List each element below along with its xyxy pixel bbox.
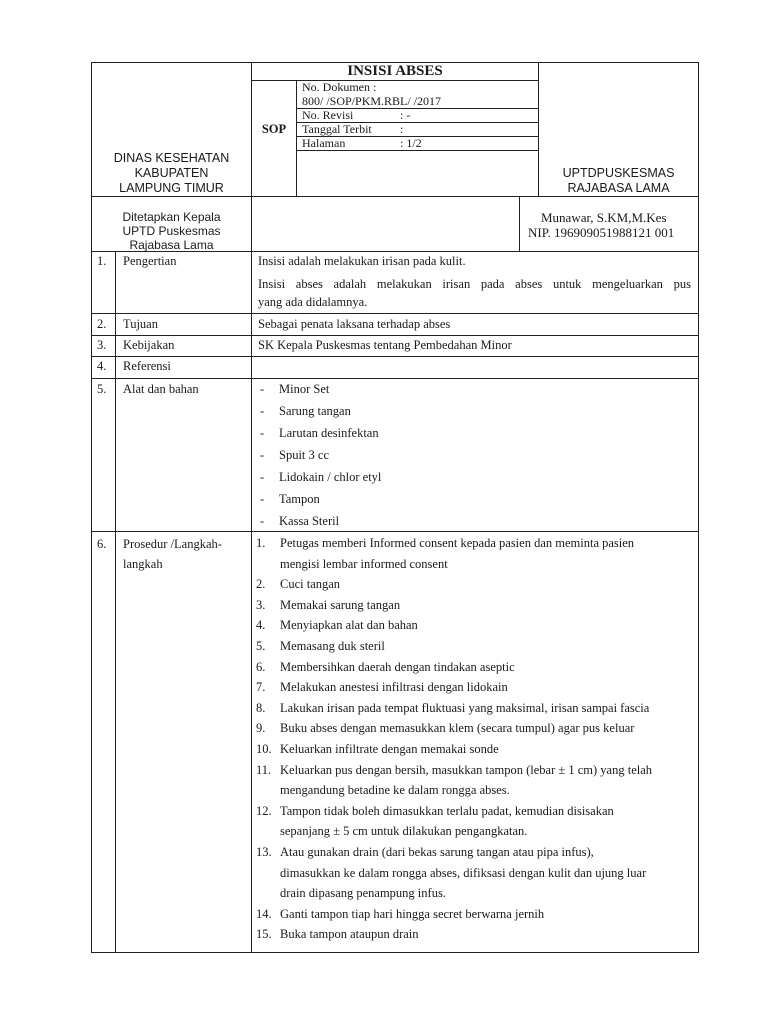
row-label-prosedur-cont: langkah: [123, 557, 163, 571]
row-label-kebijakan: Kebijakan: [123, 338, 175, 352]
step-number: 8.: [256, 700, 266, 715]
step-text: Menyiapkan alat dan bahan: [280, 618, 418, 633]
pengertian-paragraph-end: yang ada didalamnya.: [258, 295, 368, 309]
step-text: Buka tampon ataupun drain: [280, 927, 419, 942]
field-label-tanggal-terbit: Tanggal Terbit: [302, 122, 372, 136]
row-label-prosedur: Prosedur /Langkah-: [123, 537, 222, 551]
field-value-no-dokumen: :: [373, 80, 377, 94]
alat-label: Minor Set: [279, 382, 330, 396]
step-text: drain dipasang penampung infus.: [280, 886, 446, 901]
step-text: dimasukkan ke dalam rongga abses, difiksasi dengan kulit dan ujung luar: [280, 865, 647, 880]
step-text: Keluarkan infiltrate dengan memakai sonde: [280, 742, 499, 756]
step-number: 9.: [256, 721, 266, 736]
step-number: 5.: [256, 639, 266, 653]
step-text: Keluarkan pus dengan bersih, masukkan tampon (lebar ± 1 cm) yang telah: [280, 762, 653, 777]
alat-label: Sarung tangan: [279, 404, 351, 418]
alat-label: Larutan desinfektan: [279, 426, 379, 440]
step-number: 11.: [256, 762, 272, 777]
row-label-referensi: Referensi: [123, 359, 171, 373]
step-text: mengisi lembar informed consent: [280, 556, 448, 571]
dash: -: [260, 426, 265, 440]
row-number: 4.: [97, 359, 107, 373]
step-text: Memasang duk steril: [280, 639, 385, 653]
approval-line: Rajabasa Lama: [129, 238, 214, 252]
field-value-tanggal-terbit: :: [400, 122, 404, 136]
dash: -: [260, 382, 265, 396]
step-number: 15.: [256, 927, 272, 942]
alat-label: Lidokain / chlor etyl: [279, 470, 382, 484]
row-label-tujuan: Tujuan: [123, 317, 158, 331]
step-text: Cuci tangan: [280, 577, 341, 592]
approval-line: Ditetapkan Kepala: [122, 210, 221, 224]
row-label-alat-dan-bahan: Alat dan bahan: [123, 382, 199, 396]
row-number: 1.: [97, 254, 107, 268]
field-value-no-revisi: : -: [400, 108, 411, 122]
field-label-no-dokumen: No. Dokumen: [302, 80, 370, 94]
tujuan-content: Sebagai penata laksana terhadap abses: [258, 317, 451, 331]
pengertian-paragraph: Insisi abses adalah melakukan irisan pada abses untuk mengeluarkan pus: [258, 277, 691, 291]
step-text: Memakai sarung tangan: [280, 597, 401, 612]
sop-label: SOP: [261, 122, 287, 136]
step-text: Melakukan anestesi infiltrasi dengan lidokain: [280, 680, 508, 695]
signatory-nip: NIP. 196909051988121 001: [528, 225, 675, 240]
step-text: Tampon tidak boleh dimasukkan terlalu padat, kemudian disisakan: [280, 803, 614, 818]
step-text: Petugas memberi Informed consent kepada pasien dan meminta pasien: [280, 536, 635, 550]
alat-label: Tampon: [279, 492, 320, 506]
step-text: Buku abses dengan memasukkan klem (secara tumpul) agar pus keluar: [280, 721, 635, 736]
pengertian-line: Insisi adalah melakukan irisan pada kulit.: [258, 254, 466, 268]
row-number: 6.: [97, 537, 107, 551]
step-number: 6.: [256, 659, 266, 674]
row-number: 5.: [97, 382, 107, 396]
step-number: 2.: [256, 577, 266, 592]
step-number: 3.: [256, 597, 266, 612]
step-number: 1.: [256, 536, 266, 550]
org-line: KABUPATEN: [134, 166, 209, 180]
dash: -: [260, 404, 265, 418]
dash: -: [260, 470, 265, 484]
row-label-pengertian: Pengertian: [123, 254, 177, 268]
step-text: Lakukan irisan pada tempat fluktuasi yang maksimal, irisan sampai fascia: [280, 700, 650, 715]
org-line: UPTDPUSKESMAS: [562, 166, 675, 180]
dash: -: [260, 492, 265, 506]
dash: -: [260, 514, 265, 528]
step-text: mengandung betadine ke dalam rongga abses.: [280, 783, 510, 798]
step-number: 14.: [256, 906, 272, 921]
step-text: sepanjang ± 5 cm untuk dilakukan pengangkatan.: [280, 824, 528, 839]
step-number: 12.: [256, 803, 272, 818]
alat-label: Kassa Steril: [279, 514, 340, 528]
kebijakan-content: SK Kepala Puskesmas tentang Pembedahan Minor: [258, 338, 512, 352]
step-number: 10.: [256, 742, 272, 756]
field-label-no-revisi: No. Revisi: [302, 108, 354, 122]
signatory-name: Munawar, S.KM,M.Kes: [541, 210, 667, 225]
step-text: Atau gunakan drain (dari bekas sarung tangan atau pipa infus),: [280, 845, 594, 859]
org-line: LAMPUNG TIMUR: [119, 181, 224, 195]
field-label-halaman: Halaman: [302, 136, 346, 150]
org-line: DINAS KESEHATAN: [113, 151, 230, 165]
step-number: 7.: [256, 680, 266, 695]
approval-line: UPTD Puskesmas: [122, 224, 221, 238]
dash: -: [260, 448, 265, 462]
row-number: 2.: [97, 317, 107, 331]
field-value-halaman: : 1/2: [400, 136, 422, 150]
document-number: 800/ /SOP/PKM.RBL/ /2017: [302, 94, 442, 108]
step-text: Ganti tampon tiap hari hingga secret berwarna jernih: [280, 906, 545, 921]
step-number: 13.: [256, 845, 272, 859]
step-text: Membersihkan daerah dengan tindakan aseptic: [280, 659, 515, 674]
row-number: 3.: [97, 338, 107, 352]
step-number: 4.: [256, 618, 266, 633]
document-title: INSISI ABSES: [347, 63, 443, 79]
org-line: RAJABASA LAMA: [567, 181, 670, 195]
alat-label: Spuit 3 cc: [279, 448, 329, 462]
